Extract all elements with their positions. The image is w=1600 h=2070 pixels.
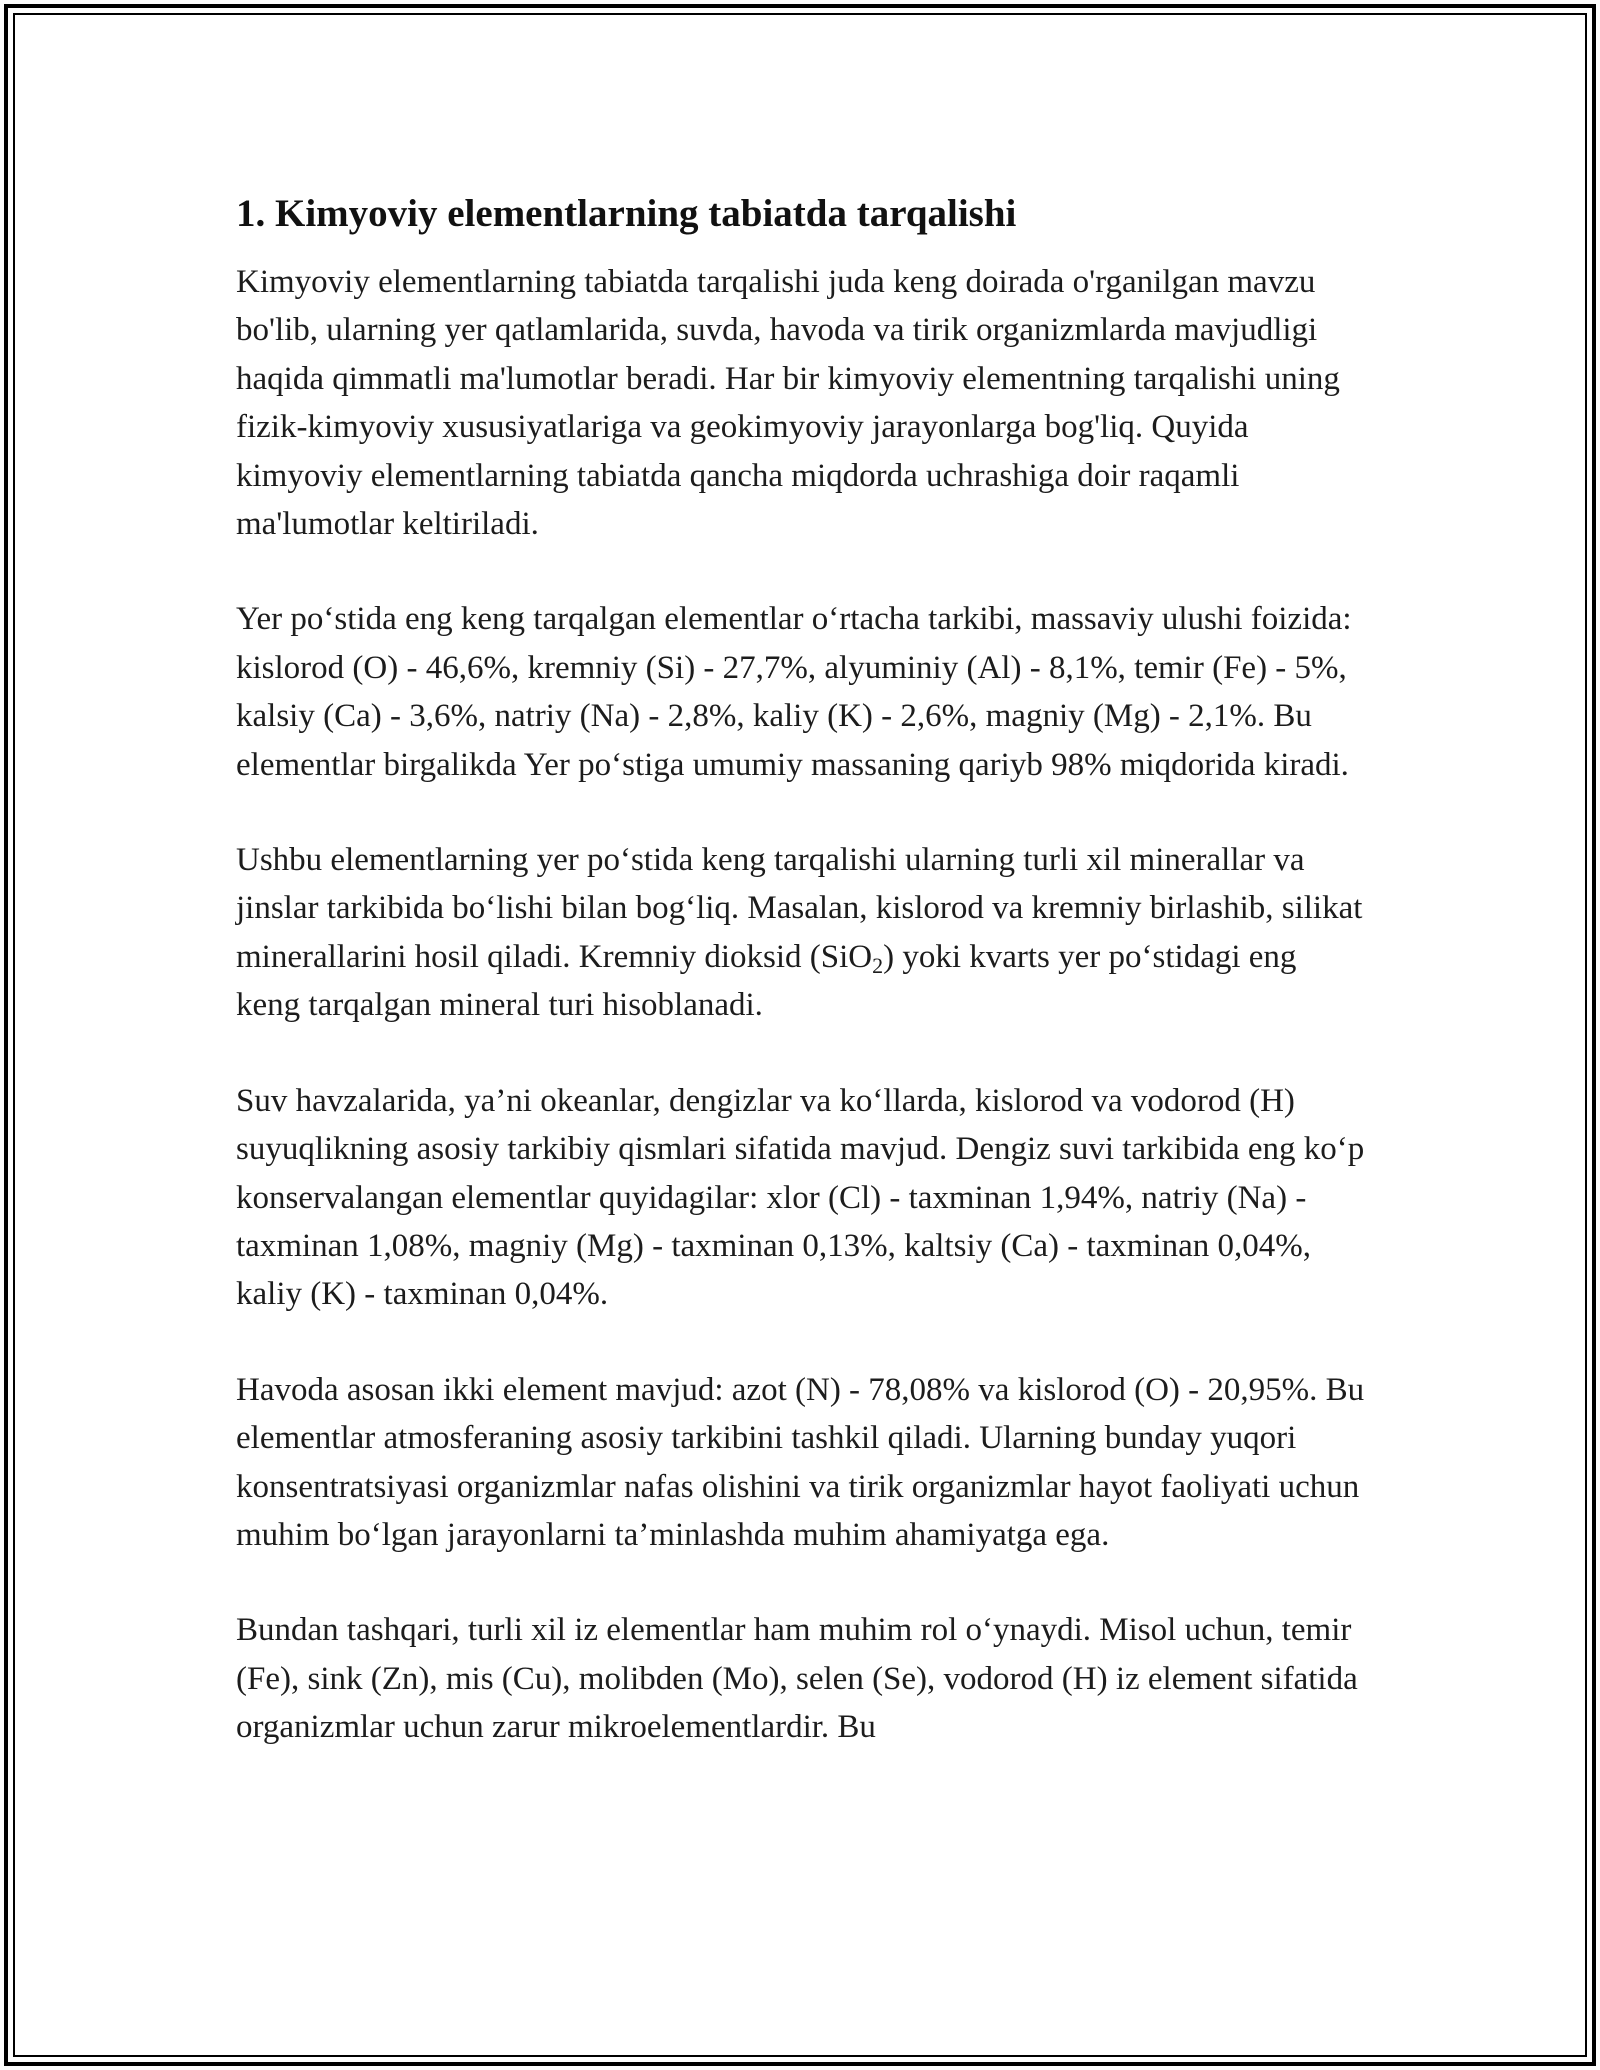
section-title: 1. Kimyoviy elementlarning tabiatda tarqalishi xyxy=(236,192,1017,235)
paragraph-water: Suv havzalarida, ya’ni okeanlar, dengizlar va ko‘llarda, kislorod va vodorod (H) suyuqlikning asosiy tarkibiy qismlari sifatida mavjud. Dengiz suvi tarkibida eng ko‘p konservalangan elementlar quyidagilar: xlor (Cl) - taxminan 1,94%, natriy (Na) - taxminan 1,08%, magniy (Mg) - taxminan 0,13%, kaltsiy (Ca) - taxminan 0,04%, kaliy (K) - taxminan 0,04%. xyxy=(236,1082,1365,1313)
paragraph-minerals xyxy=(236,836,1366,1030)
paragraph-air: Havoda asosan ikki element mavjud: azot (N) - 78,08% va kislorod (O) - 20,95%. Bu elementlar atmosferaning asosiy tarkibini tashkil qiladi. Ularning bunday yuqori konsentratsiyasi organizmlar nafas olishini va tirik organizmlar hayot faoliyati uchun muhim bo‘lgan jarayonlarni ta’minlashda muhim ahamiyatga ega. xyxy=(236,1371,1365,1553)
paragraph-intro: Kimyoviy elementlarning tabiatda tarqalishi juda keng doirada o'rganilgan mavzu bo'lib, ularning yer qatlamlarida, suvda, havoda va tirik organizmlarda mavjudligi haqida qimmatli ma'lumotlar beradi. Har bir kimyoviy elementning tarqalishi uning fizik-kimyoviy xususiyatlariga va geokimyoviy jarayonlarga bog'liq. Quyida kimyoviy elementlarning tabiatda qancha miqdorda uchrashiga doir raqamli ma'lumotlar keltiriladi. xyxy=(236,264,1340,543)
subscript-digit: 2 xyxy=(872,952,884,978)
paragraph-minerals-text-after: ) yoki kvarts yer po‘stidagi eng keng tarqalgan mineral turi hisoblanadi. xyxy=(236,938,1297,1024)
paragraph-minerals-text-before: Ushbu elementlarning yer po‘stida keng tarqalishi ularning turli xil minerallar va jinslar tarkibida bo‘lishi bilan bog‘liq. Masalan, kislorod va kremniy birlashib, silikat minerallarini hosil qiladi. Kremniy dioksid (SiO xyxy=(236,842,1363,975)
document-body xyxy=(236,188,1366,1799)
paragraph-earth-crust: Yer po‘stida eng keng tarqalgan elementlar o‘rtacha tarkibi, massaviy ulushi foizida: kislorod (O) - 46,6%, kremniy (Si) - 27,7%, alyuminiy (Al) - 8,1%, temir (Fe) - 5%, kalsiy (Ca) - 3,6%, natriy (Na) - 2,8%, kaliy (K) - 2,6%, magniy (Mg) - 2,1%. Bu elementlar birgalikda Yer po‘stiga umumiy massaning qariyb 98% miqdorida kiradi. xyxy=(236,601,1352,783)
paragraph-trace-elements: Bundan tashqari, turli xil iz elementlar ham muhim rol o‘ynaydi. Misol uchun, temir (Fe), sink (Zn), mis (Cu), molibden (Mo), selen (Se), vodorod (H) iz element sifatida organizmlar uchun zarur mikroelementlardir. Bu xyxy=(236,1612,1358,1746)
